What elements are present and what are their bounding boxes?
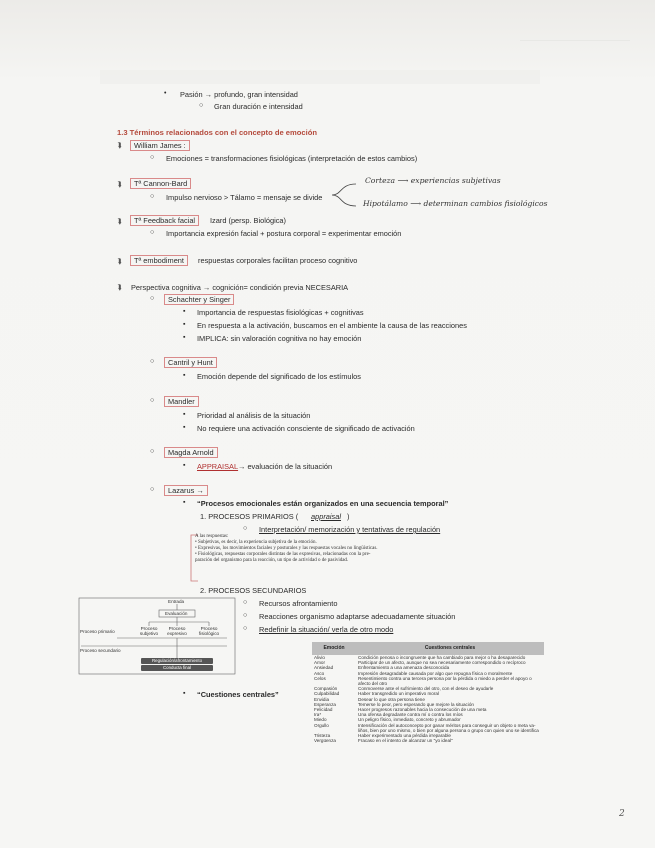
diagram-regulacion: Regulación/afrontamiento	[141, 658, 213, 664]
square-bullet-icon: ▪	[183, 690, 186, 697]
diagram-secundario: Proceso secundario	[80, 648, 121, 653]
page-number: 2	[619, 809, 625, 819]
table-cell: Celos	[314, 675, 326, 681]
lazarus-label: Lazarus →	[164, 485, 208, 496]
arnold-rest: → evaluación de la situación	[238, 462, 333, 471]
square-bullet-icon: ▪	[183, 321, 186, 328]
table-cell: Una ofensa degradante contra mí o contra los míos	[358, 712, 463, 718]
table-cell: Miedo	[314, 717, 327, 723]
cantril1: Emoción depende del significado de los estímulos	[197, 372, 361, 381]
table-cell: Compasión	[314, 686, 338, 692]
circle-bullet-icon: ○	[150, 358, 155, 365]
cantril-label: Cantril y Hunt	[164, 357, 217, 368]
hand-arrow-icon: ⮯	[117, 217, 122, 226]
table-cell: Fracaso en el intento de alcanzar un "yo ideal"	[358, 738, 453, 744]
table-cell: Temerse lo peor, pero esperando que mejore la situación	[358, 701, 474, 707]
mandler2: No requiere una activación consciente de significado de activación	[197, 424, 415, 433]
circle-bullet-icon: ○	[150, 397, 155, 404]
table-header: Cuestiones centrales	[356, 642, 544, 655]
square-bullet-icon: ▪	[183, 411, 186, 418]
circle-bullet-icon: ○	[150, 154, 155, 161]
embodiment-rest: respuestas corporales facilitan proceso cognitivo	[198, 256, 358, 265]
lazarus-quote: “Procesos emocionales están organizados en una secuencia temporal”	[197, 499, 449, 508]
diagram-primario: Proceso primario	[80, 629, 115, 634]
table-cell: Envidia	[314, 696, 330, 702]
james-sub: Emociones = transformaciones fisiológicas (interpretación de estos cambios)	[166, 154, 418, 163]
appraisal-term: APPRAISAL	[197, 462, 239, 471]
procesos-primarios-c: )	[347, 512, 350, 521]
table-cell: Haber transgredido un imperativo moral	[358, 691, 439, 697]
table-cell: Alivio	[314, 655, 325, 660]
feedback-rest: Izard (persp. Biológica)	[210, 216, 286, 225]
table-header: Emoción	[312, 642, 356, 655]
circle-bullet-icon: ○	[199, 102, 204, 109]
table-cell: Condición penosa o incongruente que ha cambiado para mejor o ha desaparecido	[358, 655, 526, 660]
secundarios-2: Reacciones organismo adaptarse adecuadamente situación	[259, 612, 456, 621]
handwritten-corteza: Corteza ⟶ experiencias subjetivas	[365, 176, 501, 185]
square-bullet-icon: ▪	[183, 462, 186, 469]
arnold-label: Magda Arnold	[164, 447, 218, 458]
mandler-label: Mandler	[164, 396, 199, 407]
procesos-primarios-a: 1. PROCESOS PRIMARIOS (	[200, 512, 299, 521]
table-cell: Conmoverse ante el sufrimiento del otro, con el deseo de ayudarle	[358, 686, 494, 692]
table-cell: Amor	[314, 660, 325, 666]
cuestiones-label: “Cuestiones centrales”	[197, 690, 279, 699]
cannon-bard-label: Tª Cannon-Bard	[130, 178, 191, 189]
table-cell: Impresión desagradable causada por algo que repugna física o moralmente	[358, 670, 513, 676]
table-cell: Culpabilidad	[314, 691, 340, 697]
square-bullet-icon: ▪	[183, 424, 186, 431]
embodiment-label: Tª embodiment	[130, 255, 188, 266]
hand-arrow-icon: ⮯	[117, 283, 122, 292]
table-cell: Resentimiento contra una tercera persona por la pérdida o miedo a perder el apoyo o	[358, 675, 532, 681]
hand-arrow-icon: ⮯	[117, 180, 122, 189]
procesos-secundarios: 2. PROCESOS SECUNDARIOS	[200, 586, 307, 595]
secundarios-3: Redefinir la situación/ verla de otro modo	[259, 625, 394, 634]
duracion-line: Gran duración e intensidad	[214, 102, 303, 111]
sch3: IMPLICA: sin valoración cognitiva no hay emoción	[197, 334, 362, 343]
feedback-sub: Importancia expresión facial + postura corporal = experimentar emoción	[166, 229, 402, 238]
diagram-subjetivo: Proceso subjetivo	[139, 626, 159, 636]
table-cell: Ansiedad	[314, 665, 334, 671]
table-cell: Esperanza	[314, 701, 336, 707]
table-cell: Tristeza	[314, 733, 331, 739]
quote-line: • Fisiológicas, respuestas corporales distintas de las expresivas, relacionadas con la pre-	[195, 552, 371, 557]
circle-bullet-icon: ○	[150, 448, 155, 455]
pasion-line: Pasión → profundo, gran intensidad	[180, 90, 298, 99]
emotions-table	[312, 642, 544, 743]
quote-line: • Subjetivas, es decir, la experiencia subjetiva de la emoción.	[195, 540, 317, 545]
diagram-fisiologico: Proceso fisiológico	[198, 626, 220, 636]
table-cell: Participar de un afecto, aunque no sea necesariamente correspondido o recíproco	[358, 660, 526, 666]
brace-drawing	[330, 178, 360, 212]
cannon-sub: Impulso nervioso > Tálamo = mensaje se divide	[166, 193, 323, 202]
table-cell: Enfrentamiento a una amenaza desconocida	[358, 665, 450, 671]
diagram-lines	[77, 596, 237, 676]
william-james-label: William James :	[130, 140, 190, 151]
schachter-label: Schachter y Singer	[164, 294, 234, 305]
mandler1: Prioridad al análisis de la situación	[197, 411, 311, 420]
diagram-entrada: Entrada	[168, 599, 185, 604]
handwritten-hipotalamo: Hipotálamo ⟶ determinan cambios fisiológicos	[363, 199, 548, 208]
quote-line: paración del organismo para la reacción, un tipo de actividad o de pasividad.	[195, 558, 349, 563]
diagram-expresivo: Proceso expresivo	[167, 626, 187, 636]
table-cell: Intensificación del autoconcepto por ganar méritos para conseguir un objeto o meta va-	[358, 722, 536, 728]
section-heading: 1.3 Términos relacionados con el concepto de emoción	[117, 128, 318, 137]
table-cell: Asco	[314, 670, 325, 676]
table-cell: liños, bien por uno mismo, o bien por alguna persona o grupo con quien uno se identifica	[358, 727, 539, 733]
diagram-conducta: Conducta final	[141, 665, 213, 671]
table-cell: Vergüenza	[314, 738, 336, 744]
feedback-facial-label: Tª Feedback facial	[130, 215, 199, 226]
procesos-primarios-appraisal: appraisal	[311, 512, 341, 521]
perspectiva-line: Perspectiva cognitiva → cognición= condición previa NECESARIA	[131, 283, 349, 292]
circle-bullet-icon: ○	[243, 625, 248, 632]
circle-bullet-icon: ○	[150, 229, 155, 236]
table-cell: afecto del otro	[358, 681, 388, 687]
square-bullet-icon: ▪	[183, 308, 186, 315]
square-bullet-icon: ▪	[183, 372, 186, 379]
table-header-row	[312, 642, 544, 655]
quote-line: A las respuestas:	[195, 534, 229, 539]
diagram-evaluacion: Evaluación	[165, 611, 188, 616]
bullet-icon: •	[164, 90, 167, 97]
circle-bullet-icon: ○	[243, 599, 248, 606]
quote-line: • Expresivas, los movimientos faciales y posturales y las respuestas vocales no lingüísticas.	[195, 546, 378, 551]
lazarus-diagram	[77, 596, 237, 676]
square-bullet-icon: ▪	[183, 334, 186, 341]
secundarios-1: Recursos afrontamiento	[259, 599, 338, 608]
table-row	[312, 738, 544, 743]
circle-bullet-icon: ○	[243, 612, 248, 619]
primarios-sub: Interpretación/ memorización y tentativas de regulación	[259, 525, 441, 534]
table-cell: Ira*	[314, 712, 322, 718]
table-cell: Hacer progresos razonables hacia la consecución de una meta	[358, 707, 487, 713]
table-cell: Desear lo que otra persona tiene	[358, 696, 425, 702]
hand-arrow-icon: ⮯	[117, 141, 122, 150]
circle-bullet-icon: ○	[243, 525, 248, 532]
circle-bullet-icon: ○	[150, 193, 155, 200]
square-bullet-icon: ▪	[183, 499, 186, 506]
table-cell: Orgullo	[314, 722, 329, 728]
table-cell: Un peligro físico, inmediato, concreto y abrumador	[358, 717, 461, 723]
pasted-quote	[195, 534, 378, 580]
sch2: En respuesta a la activación, buscamos en el ambiente la causa de las reacciones	[197, 321, 467, 330]
circle-bullet-icon: ○	[150, 486, 155, 493]
table-cell: Haber experimentado una pérdida irreparable	[358, 733, 451, 739]
sch1: Importancia de respuestas fisiológicas + cognitivas	[197, 308, 364, 317]
table-cell: Felicidad	[314, 707, 333, 713]
hand-arrow-icon: ⮯	[117, 257, 122, 266]
circle-bullet-icon: ○	[150, 295, 155, 302]
